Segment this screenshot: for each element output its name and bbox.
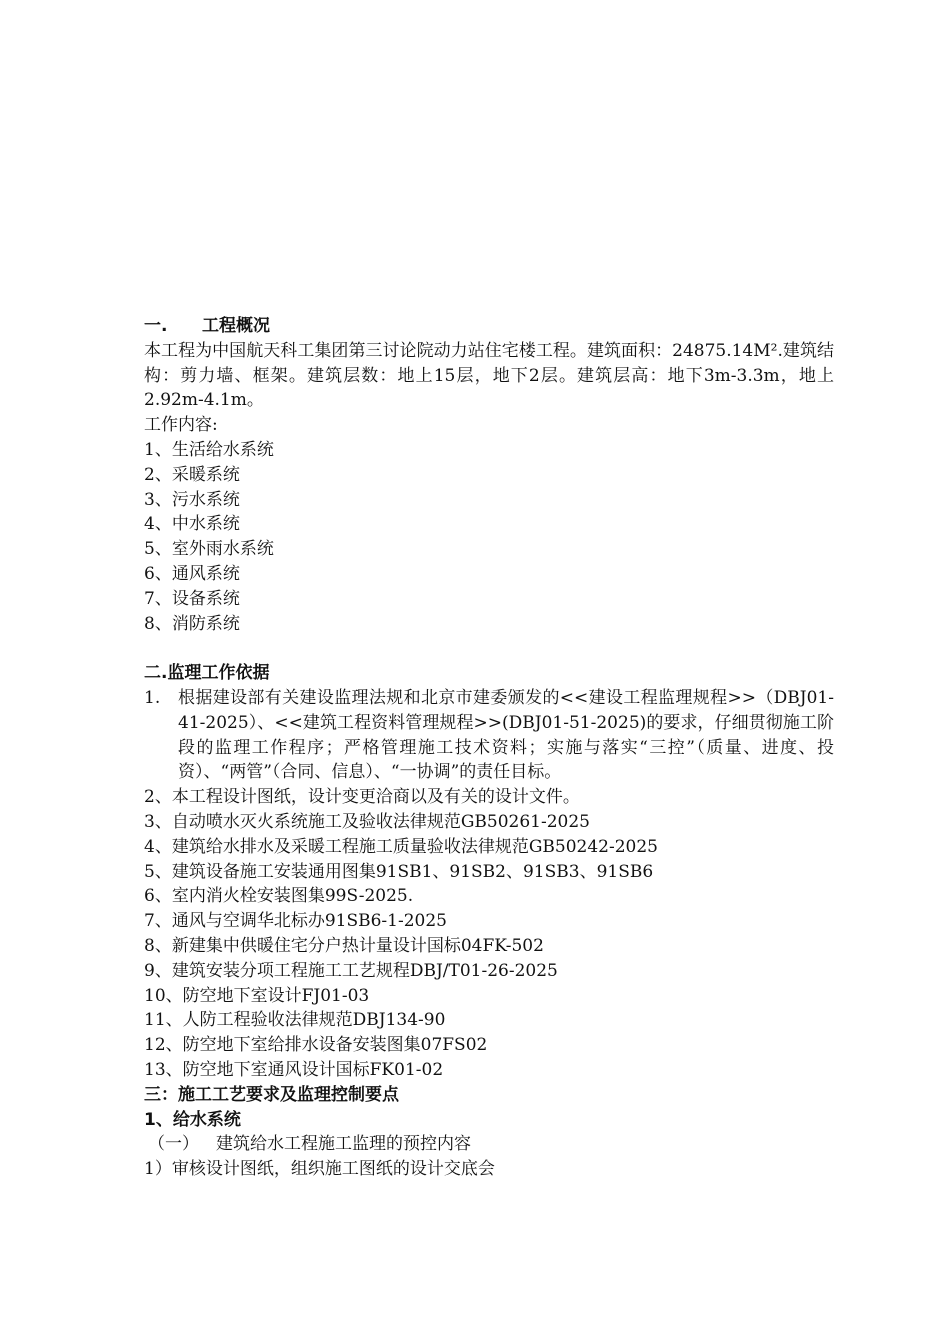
list-item: 6、室内消火栓安装图集99S-2025. bbox=[144, 886, 414, 907]
section1-heading bbox=[144, 314, 834, 339]
list-item: 6、通风系统 bbox=[144, 563, 240, 584]
subsection-number: （一） bbox=[148, 1134, 199, 1155]
spacer bbox=[144, 636, 834, 661]
list-item: 4、建筑给水排水及采暖工程施工质量验收法律规范GB50242-2025 bbox=[144, 836, 658, 857]
list-item: 3、自动喷水灭火系统施工及验收法律规范GB50261-2025 bbox=[144, 811, 590, 832]
list-item: 7、设备系统 bbox=[144, 588, 240, 609]
basis-item-1 bbox=[144, 686, 834, 785]
document-page bbox=[144, 314, 834, 1182]
list-item: 8、消防系统 bbox=[144, 613, 240, 634]
basis-item-1-text: 根据建设部有关建设监理法规和北京市建委颁发的<<建设工程监理规程>>（DBJ01-41-2025）、<<建筑工程资料管理规程>>(DBJ01-51-2025)的要求，仔细贯彻施工阶段的监理工作程序；严格管理施工技术资料；实施与落实“三控”（质量、进度、投资）、“两管”（合同、信息）、“一协调”的责任目标。 bbox=[178, 687, 834, 783]
basis-list bbox=[144, 785, 834, 1083]
work-items-list bbox=[144, 438, 834, 636]
list-item: 10、防空地下室设计FJ01-03 bbox=[144, 985, 370, 1006]
section2-heading: 二.监理工作依据 bbox=[144, 663, 270, 684]
list-item: 1）审核设计图纸，组织施工图纸的设计交底会 bbox=[144, 1159, 495, 1180]
subsection-title: 建筑给水工程施工监理的预控内容 bbox=[216, 1134, 471, 1155]
list-item: 12、防空地下室给排水设备安装图集07FS02 bbox=[144, 1035, 488, 1056]
list-item: 13、防空地下室通风设计国标FK01-02 bbox=[144, 1059, 444, 1080]
project-overview: 本工程为中国航天科工集团第三讨论院动力站住宅楼工程。建筑面积：24875.14M².建筑结构：剪力墙、框架。建筑层数：地上15层，地下2层。建筑层高：地下3m-3.3m，地上2.92m-4.1m。 bbox=[144, 340, 834, 411]
list-item: 2、本工程设计图纸，设计变更洽商以及有关的设计文件。 bbox=[144, 787, 580, 808]
basis-item-1-number: 1. bbox=[144, 687, 161, 708]
list-item: 3、污水系统 bbox=[144, 489, 240, 510]
work-content-label: 工作内容: bbox=[144, 415, 218, 436]
list-item: 1、生活给水系统 bbox=[144, 439, 274, 460]
list-item: 5、室外雨水系统 bbox=[144, 539, 274, 560]
list-item: 7、通风与空调华北标办91SB6-1-2025 bbox=[144, 911, 447, 932]
section1-title: 工程概况 bbox=[202, 316, 270, 336]
section3-subheading: 1、给水系统 bbox=[144, 1109, 241, 1130]
list-item: 11、人防工程验收法律规范DBJ134-90 bbox=[144, 1010, 446, 1031]
list-item: 2、采暖系统 bbox=[144, 464, 240, 485]
list-item: 9、建筑安装分项工程施工工艺规程DBJ/T01-26-2025 bbox=[144, 960, 558, 981]
section1-number: 一. bbox=[144, 316, 168, 336]
list-item: 4、中水系统 bbox=[144, 514, 240, 535]
section3-heading: 三：施工工艺要求及监理控制要点 bbox=[144, 1084, 399, 1105]
list-item: 8、新建集中供暖住宅分户热计量设计国标04FK-502 bbox=[144, 935, 544, 956]
subsection-heading bbox=[144, 1132, 834, 1157]
list-item: 5、建筑设备施工安装通用图集91SB1、91SB2、91SB3、91SB6 bbox=[144, 861, 654, 882]
